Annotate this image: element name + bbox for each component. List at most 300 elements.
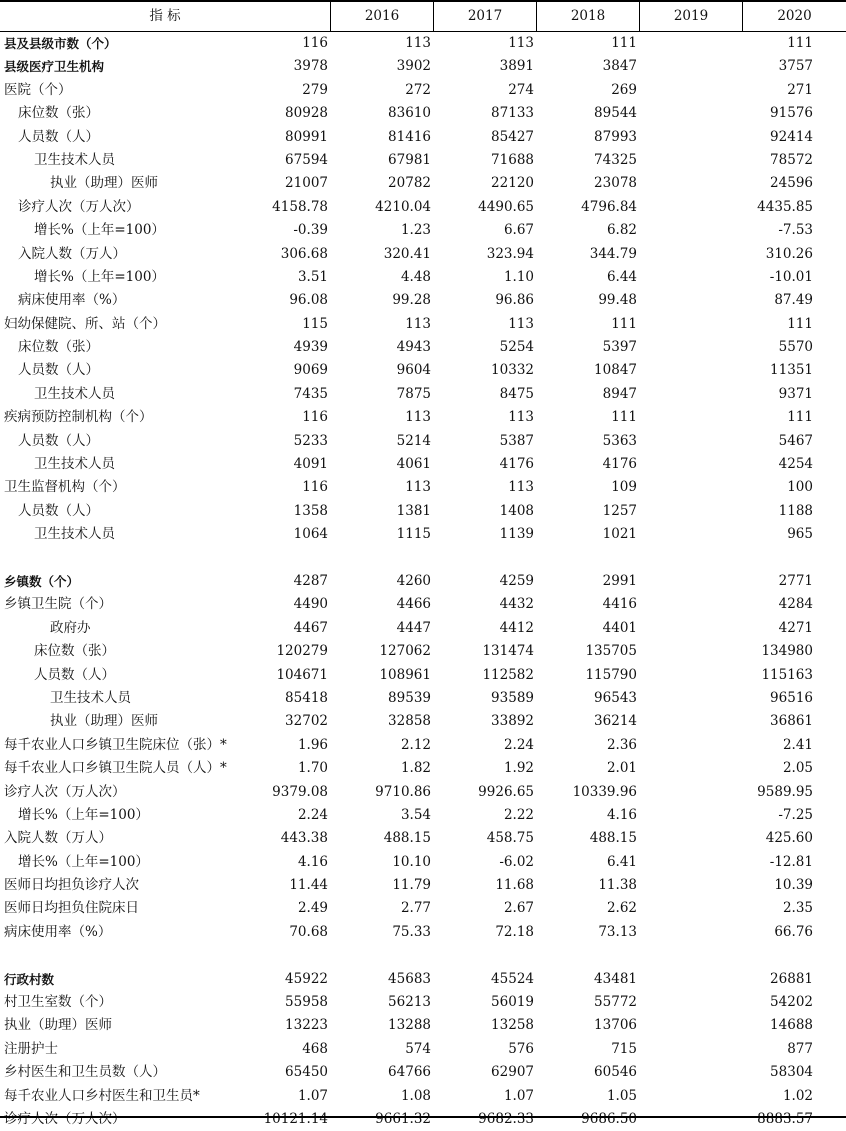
cell-value: 4259 xyxy=(499,572,534,589)
cell-value: 99.48 xyxy=(598,292,637,309)
cell-value: 113 xyxy=(405,479,431,496)
cell-value: 11.44 xyxy=(289,877,328,894)
table-row xyxy=(0,336,846,359)
cell-value: 4435.85 xyxy=(757,198,813,215)
cell-value: 120279 xyxy=(276,643,328,660)
row-label: 增长%（上年=100） xyxy=(18,853,149,870)
cell-value: 2.77 xyxy=(400,900,431,917)
cell-value: 56213 xyxy=(388,994,431,1011)
row-label: 注册护士 xyxy=(4,1040,58,1057)
cell-value: 127062 xyxy=(379,643,431,660)
cell-value: 13706 xyxy=(594,1017,637,1034)
cell-value: 1.82 xyxy=(400,760,431,777)
table-row xyxy=(0,968,846,991)
table-row xyxy=(0,359,846,382)
cell-value: 488.15 xyxy=(589,830,637,847)
cell-value: 9379.08 xyxy=(272,783,328,800)
cell-value: 36861 xyxy=(770,713,813,730)
cell-value: 965 xyxy=(787,526,813,543)
cell-value: 4490 xyxy=(293,596,328,613)
cell-value: 10121.14 xyxy=(263,1110,328,1127)
row-label: 病床使用率（%） xyxy=(18,292,126,309)
cell-value: 58304 xyxy=(770,1064,813,1081)
cell-value: 93589 xyxy=(491,689,534,706)
cell-value: 1.07 xyxy=(297,1087,328,1104)
table-header xyxy=(0,2,846,32)
cell-value: 9589.95 xyxy=(757,783,813,800)
cell-value: 9069 xyxy=(293,362,328,379)
cell-value: 344.79 xyxy=(589,245,637,262)
cell-value: 7435 xyxy=(293,385,328,402)
cell-value: 1064 xyxy=(293,526,328,543)
cell-value: 6.82 xyxy=(606,222,637,239)
cell-value: 91576 xyxy=(770,105,813,122)
cell-value: 2.12 xyxy=(400,736,431,753)
cell-value: 8947 xyxy=(602,385,637,402)
table-row xyxy=(0,243,846,266)
table-row xyxy=(0,757,846,780)
cell-value: 4796.84 xyxy=(581,198,637,215)
table-row xyxy=(0,640,846,663)
row-label: 增长%（上年=100） xyxy=(34,222,165,239)
cell-value: 67594 xyxy=(285,151,328,168)
cell-value: 131474 xyxy=(482,643,534,660)
cell-value: 14688 xyxy=(770,1017,813,1034)
row-label: 增长%（上年=100） xyxy=(34,268,165,285)
row-label: 每千农业人口乡镇卫生院人员（人）* xyxy=(4,760,227,777)
table-row xyxy=(0,313,846,336)
cell-value: 113 xyxy=(508,409,534,426)
cell-value: 1.70 xyxy=(297,760,328,777)
cell-value: 279 xyxy=(302,81,328,98)
cell-value: 45922 xyxy=(285,970,328,987)
cell-value: 113 xyxy=(405,315,431,332)
cell-value: 4254 xyxy=(778,456,813,473)
cell-value: 2.01 xyxy=(606,760,637,777)
cell-value: 1257 xyxy=(602,502,637,519)
cell-value: 64766 xyxy=(388,1064,431,1081)
cell-value: 1.02 xyxy=(782,1087,813,1104)
cell-value: 134980 xyxy=(761,643,813,660)
header-year: 2019 xyxy=(639,2,742,31)
table-row xyxy=(0,126,846,149)
cell-value: 1.08 xyxy=(400,1087,431,1104)
table-row xyxy=(0,1085,846,1108)
cell-value: 22120 xyxy=(491,175,534,192)
cell-value: 1.96 xyxy=(297,736,328,753)
cell-value: 55958 xyxy=(285,994,328,1011)
cell-value: 4447 xyxy=(396,619,431,636)
row-label: 人员数（人） xyxy=(18,128,99,145)
header-indicator: 指 标 xyxy=(149,8,181,24)
cell-value: 10332 xyxy=(491,362,534,379)
cell-value: 4943 xyxy=(396,339,431,356)
row-label: 每千农业人口乡村医生和卫生员* xyxy=(4,1087,200,1104)
cell-value: 96.86 xyxy=(495,292,534,309)
cell-value: 274 xyxy=(508,81,534,98)
cell-value: 13223 xyxy=(285,1017,328,1034)
cell-value: 2.49 xyxy=(297,900,328,917)
cell-value: 113 xyxy=(508,315,534,332)
cell-value: 5363 xyxy=(602,432,637,449)
table-row xyxy=(0,172,846,195)
cell-value: 2.24 xyxy=(503,736,534,753)
cell-value: 8475 xyxy=(499,385,534,402)
row-label: 疾病预防控制机构（个） xyxy=(4,409,153,426)
cell-value: 4467 xyxy=(293,619,328,636)
cell-value: 576 xyxy=(508,1040,534,1057)
table-row xyxy=(0,523,846,546)
cell-value: -7.25 xyxy=(778,806,813,823)
row-label: 增长%（上年=100） xyxy=(18,806,149,823)
cell-value: 2.35 xyxy=(782,900,813,917)
cell-value: 111 xyxy=(787,409,813,426)
table-row xyxy=(0,500,846,523)
cell-value: 96.08 xyxy=(289,292,328,309)
cell-value: 9710.86 xyxy=(375,783,431,800)
cell-value: 3757 xyxy=(778,58,813,75)
cell-value: 116 xyxy=(302,409,328,426)
cell-value: 104671 xyxy=(276,666,328,683)
table-row xyxy=(0,453,846,476)
row-label: 医师日均担负住院床日 xyxy=(4,900,139,917)
cell-value: 135705 xyxy=(585,643,637,660)
cell-value: 5254 xyxy=(499,339,534,356)
cell-value: 100 xyxy=(787,479,813,496)
cell-value: 11.68 xyxy=(495,877,534,894)
row-label: 入院人数（万人） xyxy=(4,830,112,847)
cell-value: 4158.78 xyxy=(272,198,328,215)
cell-value: 32858 xyxy=(388,713,431,730)
cell-value: 87993 xyxy=(594,128,637,145)
header-year: 2018 xyxy=(536,2,639,31)
row-label: 执业（助理）医师 xyxy=(50,175,158,192)
cell-value: 13288 xyxy=(388,1017,431,1034)
table-row xyxy=(0,102,846,125)
cell-value: 2.24 xyxy=(297,806,328,823)
table-row xyxy=(0,570,846,593)
cell-value: 1408 xyxy=(499,502,534,519)
row-label: 病床使用率（%） xyxy=(4,923,112,940)
row-label: 卫生技术人员 xyxy=(34,385,115,402)
cell-value: 5214 xyxy=(396,432,431,449)
cell-value: 269 xyxy=(611,81,637,98)
cell-value: 96543 xyxy=(594,689,637,706)
table-row xyxy=(0,897,846,920)
cell-value: 3902 xyxy=(396,58,431,75)
cell-value: 78572 xyxy=(770,151,813,168)
row-label: 诊疗人次（万人次） xyxy=(18,198,140,215)
cell-value: 72.18 xyxy=(495,923,534,940)
cell-value: 113 xyxy=(508,35,534,51)
cell-value: 5233 xyxy=(293,432,328,449)
cell-value: 11.79 xyxy=(392,877,431,894)
row-label: 行政村数 xyxy=(4,971,55,987)
table-row xyxy=(0,734,846,757)
cell-value: 111 xyxy=(787,35,813,51)
cell-value: 1021 xyxy=(602,526,637,543)
table-row xyxy=(0,874,846,897)
cell-value: 66.76 xyxy=(774,923,813,940)
cell-value: 1139 xyxy=(499,526,534,543)
row-label: 人员数（人） xyxy=(34,666,115,683)
cell-value: 56019 xyxy=(491,994,534,1011)
cell-value: 36214 xyxy=(594,713,637,730)
table-row xyxy=(0,827,846,850)
cell-value: 3891 xyxy=(499,58,534,75)
cell-value: 24596 xyxy=(770,175,813,192)
cell-value: 33892 xyxy=(491,713,534,730)
cell-value: 4061 xyxy=(396,456,431,473)
table-row xyxy=(0,219,846,242)
row-label: 卫生技术人员 xyxy=(50,689,131,706)
table-row xyxy=(0,664,846,687)
cell-value: 2.05 xyxy=(782,760,813,777)
cell-value: 4416 xyxy=(602,596,637,613)
cell-value: 73.13 xyxy=(598,923,637,940)
cell-value: 2991 xyxy=(602,572,637,589)
cell-value: -0.39 xyxy=(293,222,328,239)
cell-value: 271 xyxy=(787,81,813,98)
cell-value: 10847 xyxy=(594,362,637,379)
cell-value: 443.38 xyxy=(280,830,328,847)
cell-value: 55772 xyxy=(594,994,637,1011)
cell-value: 468 xyxy=(302,1040,328,1057)
cell-value: 2.67 xyxy=(503,900,534,917)
cell-value: 2.41 xyxy=(782,736,813,753)
cell-value: 83610 xyxy=(388,105,431,122)
row-label: 医院（个） xyxy=(4,81,72,98)
table-row xyxy=(0,593,846,616)
cell-value: 116 xyxy=(302,479,328,496)
cell-value: 4176 xyxy=(602,456,637,473)
cell-value: 4284 xyxy=(778,596,813,613)
table-row xyxy=(0,476,846,499)
cell-value: 3847 xyxy=(602,58,637,75)
cell-value: 3.54 xyxy=(400,806,431,823)
cell-value: 4401 xyxy=(602,619,637,636)
table-row xyxy=(0,79,846,102)
cell-value: 6.44 xyxy=(606,268,637,285)
cell-value: 113 xyxy=(405,409,431,426)
cell-value: 877 xyxy=(787,1040,813,1057)
cell-value: 4466 xyxy=(396,596,431,613)
cell-value: 5387 xyxy=(499,432,534,449)
cell-value: 62907 xyxy=(491,1064,534,1081)
table-row xyxy=(0,196,846,219)
table-row xyxy=(0,1061,846,1084)
cell-value: 54202 xyxy=(770,994,813,1011)
cell-value: 108961 xyxy=(379,666,431,683)
row-label: 县及县级市数（个） xyxy=(4,36,117,51)
cell-value: 67981 xyxy=(388,151,431,168)
cell-value: 70.68 xyxy=(289,923,328,940)
cell-value: 109 xyxy=(611,479,637,496)
cell-value: 4.16 xyxy=(297,853,328,870)
table-body xyxy=(0,32,846,1131)
cell-value: 7875 xyxy=(396,385,431,402)
cell-value: 74325 xyxy=(594,151,637,168)
cell-value: 574 xyxy=(405,1040,431,1057)
cell-value: 80928 xyxy=(285,105,328,122)
row-label: 执业（助理）医师 xyxy=(4,1017,112,1034)
cell-value: -6.02 xyxy=(499,853,534,870)
row-label: 乡镇数（个） xyxy=(4,573,80,589)
cell-value: 113 xyxy=(508,479,534,496)
table-row xyxy=(0,617,846,640)
cell-value: 425.60 xyxy=(765,830,813,847)
cell-value: 32702 xyxy=(285,713,328,730)
spacer-row xyxy=(0,944,846,967)
cell-value: 111 xyxy=(787,315,813,332)
cell-value: 458.75 xyxy=(486,830,534,847)
cell-value: 45524 xyxy=(491,970,534,987)
cell-value: 4271 xyxy=(778,619,813,636)
row-label: 诊疗人次（万人次） xyxy=(4,783,126,800)
cell-value: 310.26 xyxy=(765,245,813,262)
cell-value: 45683 xyxy=(388,970,431,987)
row-label: 卫生技术人员 xyxy=(34,526,115,543)
cell-value: 89539 xyxy=(388,689,431,706)
cell-value: 4432 xyxy=(499,596,534,613)
cell-value: 272 xyxy=(405,81,431,98)
cell-value: 2.36 xyxy=(606,736,637,753)
table-row xyxy=(0,406,846,429)
cell-value: 1.92 xyxy=(503,760,534,777)
cell-value: -12.81 xyxy=(769,853,813,870)
cell-value: 115 xyxy=(302,315,328,332)
cell-value: 1.23 xyxy=(400,222,431,239)
cell-value: 3978 xyxy=(293,58,328,75)
row-label: 人员数（人） xyxy=(18,502,99,519)
cell-value: 5467 xyxy=(778,432,813,449)
cell-value: 20782 xyxy=(388,175,431,192)
cell-value: 75.33 xyxy=(392,923,431,940)
cell-value: 4091 xyxy=(293,456,328,473)
header-year: 2017 xyxy=(433,2,536,31)
cell-value: 99.28 xyxy=(392,292,431,309)
cell-value: 1188 xyxy=(778,502,813,519)
cell-value: 6.41 xyxy=(606,853,637,870)
cell-value: 320.41 xyxy=(383,245,431,262)
cell-value: 85427 xyxy=(491,128,534,145)
cell-value: 10.10 xyxy=(392,853,431,870)
table-row xyxy=(0,1014,846,1037)
table-row xyxy=(0,781,846,804)
row-label: 每千农业人口乡镇卫生院床位（张）* xyxy=(4,736,227,753)
cell-value: 1358 xyxy=(293,502,328,519)
table-row xyxy=(0,32,846,55)
cell-value: 4210.04 xyxy=(375,198,431,215)
table-row xyxy=(0,266,846,289)
cell-value: 9604 xyxy=(396,362,431,379)
row-label: 人员数（人） xyxy=(18,362,99,379)
cell-value: 71688 xyxy=(491,151,534,168)
cell-value: 3.51 xyxy=(297,268,328,285)
cell-value: -10.01 xyxy=(769,268,813,285)
cell-value: 306.68 xyxy=(280,245,328,262)
cell-value: 4176 xyxy=(499,456,534,473)
cell-value: 112582 xyxy=(482,666,534,683)
cell-value: 43481 xyxy=(594,970,637,987)
cell-value: 23078 xyxy=(594,175,637,192)
table-row xyxy=(0,430,846,453)
table-row xyxy=(0,289,846,312)
table-row xyxy=(0,1038,846,1061)
cell-value: 92414 xyxy=(770,128,813,145)
cell-value: 5397 xyxy=(602,339,637,356)
cell-value: 65450 xyxy=(285,1064,328,1081)
cell-value: 89544 xyxy=(594,105,637,122)
row-label: 县级医疗卫生机构 xyxy=(4,59,105,75)
cell-value: 4.48 xyxy=(400,268,431,285)
cell-value: 96516 xyxy=(770,689,813,706)
cell-value: 11.38 xyxy=(598,877,637,894)
table-row xyxy=(0,687,846,710)
cell-value: 2771 xyxy=(778,572,813,589)
cell-value: 4287 xyxy=(293,572,328,589)
cell-value: 1115 xyxy=(396,526,431,543)
cell-value: 80991 xyxy=(285,128,328,145)
table-row xyxy=(0,383,846,406)
row-label: 入院人数（万人） xyxy=(18,245,126,262)
row-label: 床位数（张） xyxy=(18,339,99,356)
cell-value: 9682.33 xyxy=(478,1110,534,1127)
cell-value: 4260 xyxy=(396,572,431,589)
row-label: 床位数（张） xyxy=(34,643,115,660)
cell-value: 1.10 xyxy=(503,268,534,285)
row-label: 诊疗人次（万人次） xyxy=(4,1110,126,1127)
row-label: 卫生技术人员 xyxy=(34,456,115,473)
cell-value: 9661.32 xyxy=(375,1110,431,1127)
table-row xyxy=(0,804,846,827)
table-row xyxy=(0,851,846,874)
cell-value: 4490.65 xyxy=(478,198,534,215)
cell-value: 85418 xyxy=(285,689,328,706)
cell-value: 4.16 xyxy=(606,806,637,823)
cell-value: 81416 xyxy=(388,128,431,145)
cell-value: 115790 xyxy=(585,666,637,683)
cell-value: 1.07 xyxy=(503,1087,534,1104)
cell-value: 5570 xyxy=(778,339,813,356)
row-label: 人员数（人） xyxy=(18,432,99,449)
header-year: 2016 xyxy=(330,2,433,31)
cell-value: 11351 xyxy=(770,362,813,379)
cell-value: 323.94 xyxy=(486,245,534,262)
row-label: 妇幼保健院、所、站（个） xyxy=(4,315,166,332)
cell-value: 113 xyxy=(405,35,431,51)
cell-value: 111 xyxy=(611,35,637,51)
cell-value: -7.53 xyxy=(778,222,813,239)
cell-value: 87133 xyxy=(491,105,534,122)
cell-value: 1.05 xyxy=(606,1087,637,1104)
cell-value: 2.62 xyxy=(606,900,637,917)
cell-value: 9686.50 xyxy=(581,1110,637,1127)
row-label: 乡村医生和卫生员数（人） xyxy=(4,1064,166,1081)
cell-value: 60546 xyxy=(594,1064,637,1081)
cell-value: 1381 xyxy=(396,502,431,519)
row-label: 政府办 xyxy=(50,619,91,636)
cell-value: 9371 xyxy=(778,385,813,402)
cell-value: 13258 xyxy=(491,1017,534,1034)
table-row xyxy=(0,1108,846,1131)
cell-value: 6.67 xyxy=(503,222,534,239)
cell-value: 715 xyxy=(611,1040,637,1057)
table-row xyxy=(0,921,846,944)
cell-value: 8883.57 xyxy=(757,1110,813,1127)
cell-value: 111 xyxy=(611,409,637,426)
spacer-row xyxy=(0,547,846,570)
